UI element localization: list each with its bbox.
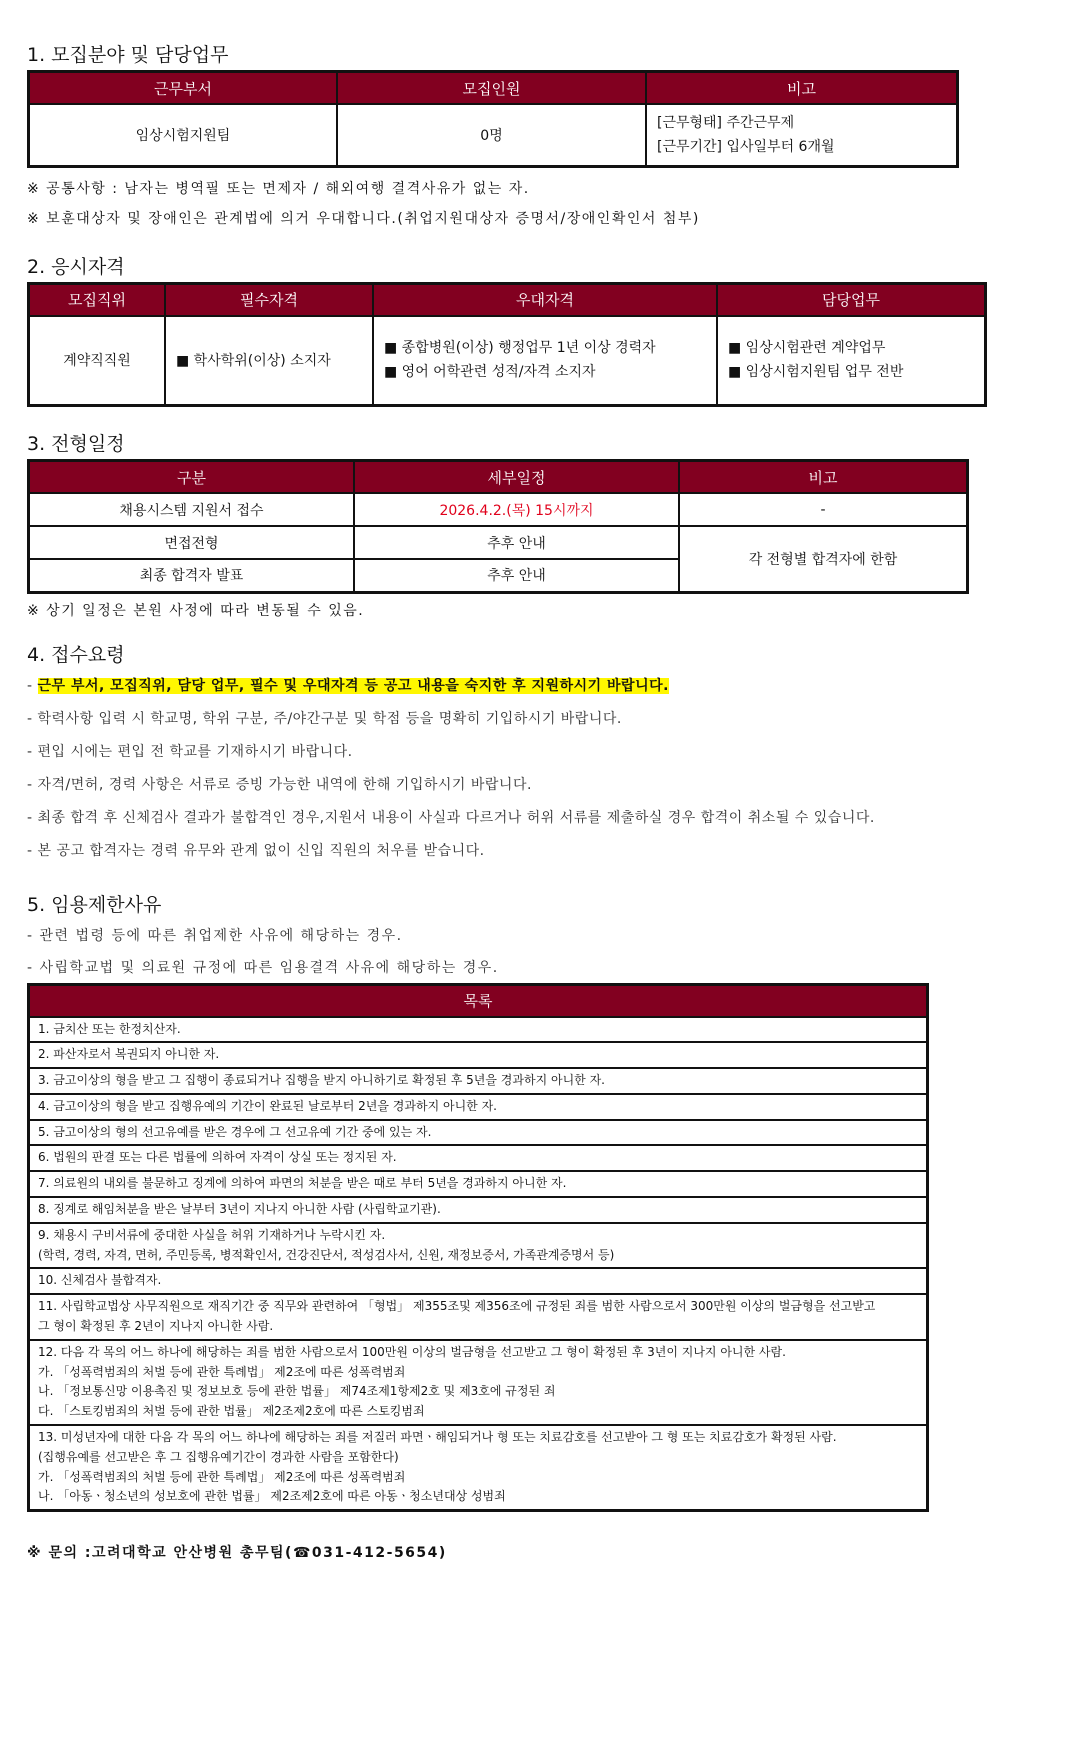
s3-remark: - (679, 493, 968, 526)
s5-list-item (29, 1223, 928, 1269)
s4-highlight-line (27, 675, 1047, 695)
section2-title: 2. 응시자격 (27, 255, 125, 278)
s1-note: ※ 공통사항 : 남자는 병역필 또는 면제자 / 해외여행 결격사유가 없는 자. (27, 180, 530, 197)
s2-header: 우대자격 (373, 283, 717, 316)
s4-item: - 학력사항 입력 시 학교명, 학위 구분, 주/야간구분 및 학점 등을 명확히 기입하시기 바랍니다. (27, 710, 622, 727)
disqualification-table (27, 983, 929, 1513)
s5-line: 6. 법원의 판결 또는 다른 법률에 의하여 자격이 상실 또는 정지된 자. (38, 1150, 397, 1165)
s2-preferred-line: ■ 영어 어학관련 성적/자격 소지자 (384, 364, 596, 381)
section3-table (27, 459, 969, 594)
section5-title: 5. 임용제한사유 (27, 893, 162, 916)
s3-schedule: 2026.4.2.(목) 15시까지 (354, 493, 679, 526)
s2-position: 계약직직원 (29, 316, 166, 406)
section1-title: 1. 모집분야 및 담당업무 (27, 44, 229, 66)
s3-note: ※ 상기 일정은 본원 사정에 따라 변동될 수 있음. (27, 602, 365, 619)
s3-stage: 면접전형 (29, 526, 355, 559)
s3-merged-remark: 각 전형별 합격자에 한함 (679, 526, 968, 592)
s2-header: 모집직위 (29, 283, 166, 316)
s1-header-remark: 비고 (646, 72, 958, 105)
s1-header-dept: 근무부서 (29, 72, 338, 105)
s5-list-header: 목록 (29, 984, 928, 1017)
s5-list-item (29, 1425, 928, 1511)
s4-item: - 최종 합격 후 신체검사 결과가 불합격인 경우,지원서 내용이 사실과 다르거나 허위 서류를 제출하실 경우 합격이 취소될 수 있습니다. (27, 809, 875, 826)
s5-line: 가. 「성폭력범죄의 처벌 등에 관한 특례법」 제2조에 따른 성폭력범죄 (38, 1364, 406, 1379)
s5-line: 그 형이 확정된 후 2년이 지나지 아니한 사람. (38, 1319, 274, 1334)
s5-line: 8. 징계로 해임처분을 받은 날부터 3년이 지나지 아니한 사람 (사립학교기관). (38, 1202, 441, 1217)
s5-line: 나. 「아동ㆍ청소년의 성보호에 관한 법률」 제2조제2호에 따른 아동ㆍ청소년대상 성범죄 (38, 1489, 506, 1504)
s2-header: 필수자격 (165, 283, 373, 316)
s1-header-count: 모집인원 (337, 72, 646, 105)
s4-item: - 본 공고 합격자는 경력 유무와 관계 없이 신입 직원의 처우를 받습니다. (27, 842, 485, 859)
s1-remark-line: [근무형태] 주간근무제 (657, 114, 795, 131)
contact-note: ※ 문의 :고려대학교 안산병원 총무팀(☎031-412-5654) (27, 1545, 447, 1562)
s5-line: 13. 미성년자에 대한 다음 각 목의 어느 하나에 해당하는 죄를 저질러 파면ㆍ해임되거나 형 또는 치료감호를 선고받아 그 형 또는 치료감호가 확정된 사람. (38, 1430, 837, 1445)
s5-line: 나. 「정보통신망 이용촉진 및 정보보호 등에 관한 법률」 제74조제1항제2호 및 제3호에 규정된 죄 (38, 1384, 556, 1399)
s5-line: 9. 채용시 구비서류에 중대한 사실을 허위 기재하거나 누락시킨 자. (38, 1227, 386, 1242)
s5-list-item (29, 1042, 928, 1068)
s1-remark-line: [근무기간] 입사일부터 6개월 (657, 138, 835, 155)
s4-item: - 자격/면허, 경력 사항은 서류로 증빙 가능한 내역에 한해 기입하시기 바랍니다. (27, 776, 532, 793)
s2-preferred (373, 316, 717, 406)
s1-count: 0명 (337, 104, 646, 166)
s5-list-item (29, 1120, 928, 1146)
s3-stage: 채용시스템 지원서 접수 (29, 493, 355, 526)
s5-line: (학력, 경력, 자격, 면허, 주민등록, 병적확인서, 건강진단서, 적성검사서, 신원, 재정보증서, 가족관계증명서 등) (38, 1247, 615, 1262)
s3-stage: 최종 합격자 발표 (29, 559, 355, 592)
s5-line: 1. 금치산 또는 한정치산자. (38, 1021, 181, 1036)
s1-dept: 임상시험지원팀 (29, 104, 338, 166)
s5-line: 10. 신체검사 불합격자. (38, 1273, 162, 1288)
s2-preferred-line: ■ 종합병원(이상) 행정업무 1년 이상 경력자 (384, 340, 656, 357)
s5-line: 2. 파산자로서 복권되지 아니한 자. (38, 1047, 220, 1062)
s2-duties (717, 316, 986, 406)
s5-list-item (29, 1145, 928, 1171)
s1-remark (646, 104, 958, 166)
s5-line: 7. 의료원의 내외를 불문하고 징계에 의하여 파면의 처분을 받은 때로 부터 5년을 경과하지 아니한 자. (38, 1176, 567, 1191)
s5-list-item (29, 1340, 928, 1425)
s4-item: - 편입 시에는 편입 전 학교를 기재하시기 바랍니다. (27, 743, 353, 760)
s4-highlight: 근무 부서, 모집직위, 담당 업무, 필수 및 우대자격 등 공고 내용을 숙지한 후 지원하시기 바랍니다. (37, 677, 669, 694)
s5-list-item (29, 1017, 928, 1043)
s5-line: 가. 「성폭력범죄의 처벌 등에 관한 특례법」 제2조에 따른 성폭력범죄 (38, 1469, 406, 1484)
s3-header: 비고 (679, 461, 968, 494)
s4-dash: - (27, 677, 38, 694)
s5-list-item (29, 1294, 928, 1340)
s5-line: 4. 금고이상의 형을 받고 집행유예의 기간이 완료된 날로부터 2년을 경과하지 아니한 자. (38, 1098, 497, 1113)
s5-line: 다. 「스토킹범죄의 처벌 등에 관한 법률」 제2조제2호에 따른 스토킹범죄 (38, 1404, 425, 1419)
s5-line: 3. 금고이상의 형을 받고 그 집행이 종료되거나 집행을 받지 아니하기로 확정된 후 5년을 경과하지 아니한 자. (38, 1073, 605, 1088)
s3-header: 세부일정 (354, 461, 679, 494)
s5-item: - 관련 법령 등에 따른 취업제한 사유에 해당하는 경우. (27, 927, 403, 944)
section2-table (27, 282, 987, 408)
recruitment-notice (27, 40, 1047, 1562)
s3-schedule: 추후 안내 (354, 526, 679, 559)
s2-duty-line: ■ 임상시험지원팀 업무 전반 (728, 364, 904, 381)
s2-duty-line: ■ 임상시험관련 계약업무 (728, 340, 886, 357)
s5-list-item (29, 1068, 928, 1094)
s5-line: 12. 다음 각 목의 어느 하나에 해당하는 죄를 범한 사람으로서 100만원 이상의 벌금형을 선고받고 그 형이 확정된 후 3년이 지나지 아니한 사람. (38, 1344, 786, 1359)
s5-item: - 사립학교법 및 의료원 규정에 따른 임용결격 사유에 해당하는 경우. (27, 959, 499, 976)
s5-line: (집행유예를 선고받은 후 그 집행유예기간이 경과한 사람을 포함한다) (38, 1449, 399, 1464)
s5-list-item (29, 1197, 928, 1223)
s3-header: 구분 (29, 461, 355, 494)
s1-note: ※ 보훈대상자 및 장애인은 관계법에 의거 우대합니다.(취업지원대상자 증명서/장애인확인서 첨부) (27, 210, 700, 227)
s2-required: ■ 학사학위(이상) 소지자 (165, 316, 373, 406)
s3-schedule: 추후 안내 (354, 559, 679, 592)
s5-line: 11. 사립학교법상 사무직원으로 재직기간 중 직무와 관련하여 「형법」 제355조및 제356조에 규정된 죄를 범한 사람으로서 300만원 이상의 벌금형을 선고받고 (38, 1299, 876, 1314)
s5-list-item (29, 1171, 928, 1197)
s2-header: 담당업무 (717, 283, 986, 316)
section3-title: 3. 전형일정 (27, 433, 125, 455)
s5-list-item (29, 1094, 928, 1120)
s5-list-item (29, 1268, 928, 1294)
section4-title: 4. 접수요령 (27, 643, 125, 666)
s5-line: 5. 금고이상의 형의 선고유예를 받은 경우에 그 선고유예 기간 중에 있는 자. (38, 1124, 432, 1139)
section1-table (27, 70, 959, 168)
